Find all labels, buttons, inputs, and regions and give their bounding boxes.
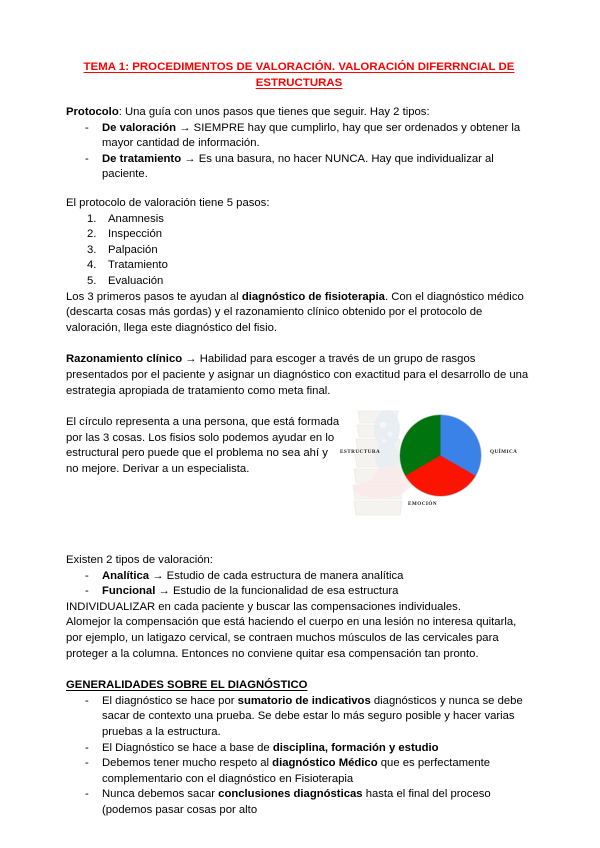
gen-item-3-pre: Nunca debemos sacar <box>102 788 219 801</box>
gen-item-3-bold: conclusiones diagnósticas <box>218 788 363 801</box>
tipos-list <box>66 569 532 600</box>
list-item <box>66 584 532 600</box>
tipos-para2: Alomejor la compensación que está haciendo el cuerpo en una lesión no interesa quitarla, por ejemplo, un latigazo cervical, se contraen muchos músculos de las cervicales para proteger a la columna. Entonces no conviene quitar esa compensación tan pronto. <box>66 616 517 660</box>
pasos-summary <box>66 290 532 337</box>
tipos-item-0-bold: Analítica <box>102 569 150 582</box>
list-item <box>66 121 532 152</box>
arrow-icon: → <box>158 585 170 598</box>
tipos-intro: Existen 2 tipos de valoración: <box>66 554 213 567</box>
arrow-icon: → <box>179 121 191 134</box>
gen-item-3-post: hasta el final del proceso (podemos pasar cosas por alto <box>102 788 491 816</box>
gen-item-1-bold: disciplina, formación y estudio <box>272 741 439 754</box>
pie-label-estructura: ESTRUCTURA <box>340 449 381 456</box>
list-item: Tratamiento <box>108 259 168 272</box>
document-content <box>66 60 532 819</box>
spacer <box>66 662 532 678</box>
arrow-icon: → <box>184 152 196 165</box>
figure-description: El círculo representa a una persona, que está formada por las 3 cosas. Los fisios solo podemos ayudar en lo estructural pero puede que el problema no sea ahí y no mejore. Derivar a un especialista. <box>66 416 340 475</box>
protocolo-item-0-bold: De valoración <box>102 121 177 134</box>
gen-item-1-pre: El Diagnóstico se hace a base de <box>102 741 273 754</box>
protocolo-item-1-bold: De tratamiento <box>102 152 182 165</box>
tipos-item-1-bold: Funcional <box>102 585 156 598</box>
pie-chart <box>400 415 481 496</box>
generalidades-list <box>66 694 532 819</box>
tipos-item-0-text: Estudio de cada estructura de manera analítica <box>166 569 404 582</box>
generalidades-heading: GENERALIDADES SOBRE EL DIAGNÓSTICO <box>66 679 308 692</box>
pie-chart-figure <box>338 405 538 527</box>
tipos-para1: INDIVIDUALIZAR en cada paciente y buscar las compensaciones individuales. <box>66 600 461 613</box>
pie-label-emocion: EMOCIÓN <box>408 501 438 508</box>
list-item: Inspección <box>108 228 163 241</box>
gen-item-2-bold: diagnóstico Médico <box>272 757 378 770</box>
gen-item-0-bold: sumatorio de indicativos <box>237 694 371 707</box>
pasos-summary-post: . Con el diagnóstico médico (descarta cosas más gordas) y el razonamiento clínico obtenido por el protocolo de valoración, llega este diagnóstico del fisio. <box>66 290 524 334</box>
pasos-summary-pre: Los 3 primeros pasos te ayudan al <box>66 290 242 303</box>
razonamiento-bold: Razonamiento clínico <box>66 353 183 366</box>
gen-item-0-post: diagnósticos y nunca se debe sacar de contexto una prueba. Se debe estar lo más seguro posible y hacer varias pruebas a la estructura. <box>102 694 523 739</box>
list-item: Anamnesis <box>108 212 164 225</box>
pasos-list <box>66 212 532 290</box>
gen-item-2-post: que es perfectamente complementario con el diagnóstico en Fisioterapia <box>102 757 491 785</box>
list-item <box>66 787 532 818</box>
razonamiento-paragraph <box>66 352 532 399</box>
list-item: Evaluación <box>108 274 164 287</box>
protocolo-intro <box>66 105 532 121</box>
spacer <box>66 537 532 553</box>
list-item <box>66 152 532 183</box>
pasos-intro: El protocolo de valoración tiene 5 pasos: <box>66 196 270 209</box>
page-title: TEMA 1: PROCEDIMENTOS DE VALORACIÓN. VALORACIÓN DIFERRNCIAL DE ESTRUCTURAS <box>83 61 515 89</box>
arrow-icon: → <box>185 353 197 366</box>
spacer <box>66 183 532 196</box>
gen-item-0-pre: El diagnóstico se hace por <box>102 694 238 707</box>
figure-block <box>66 415 532 537</box>
arrow-icon: → <box>152 569 164 582</box>
razonamiento-text: Habilidad para escoger a través de un grupo de rasgos presentados por el paciente y asignar un diagnóstico con exactitud para el desarrollo de una estrategia apropiada de tratamiento como meta final. <box>66 353 529 397</box>
protocolo-list <box>66 121 532 183</box>
protocolo-item-0-text: SIEMPRE hay que cumplirlo, hay que ser ordenados y obtener la mayor cantidad de información. <box>102 121 521 150</box>
list-item <box>66 569 532 585</box>
tipos-item-1-text: Estudio de la funcionalidad de esa estructura <box>172 585 399 598</box>
pie-label-quimica: QUÍMICA <box>490 449 518 456</box>
protocolo-item-1-text: Es una basura, no hacer NUNCA. Hay que individualizar al paciente. <box>102 152 494 181</box>
pasos-summary-bold: diagnóstico de fisioterapia <box>241 290 385 303</box>
list-item <box>66 694 532 741</box>
protocolo-intro-bold: Protocolo <box>66 106 119 118</box>
list-item: Palpación <box>108 243 158 256</box>
list-item <box>66 756 532 787</box>
list-item <box>66 741 532 757</box>
protocolo-intro-rest: : Una guía con unos pasos que tienes que seguir. Hay 2 tipos: <box>118 106 430 118</box>
spacer <box>66 336 532 352</box>
gen-item-2-pre: Debemos tener mucho respeto al <box>102 757 273 770</box>
